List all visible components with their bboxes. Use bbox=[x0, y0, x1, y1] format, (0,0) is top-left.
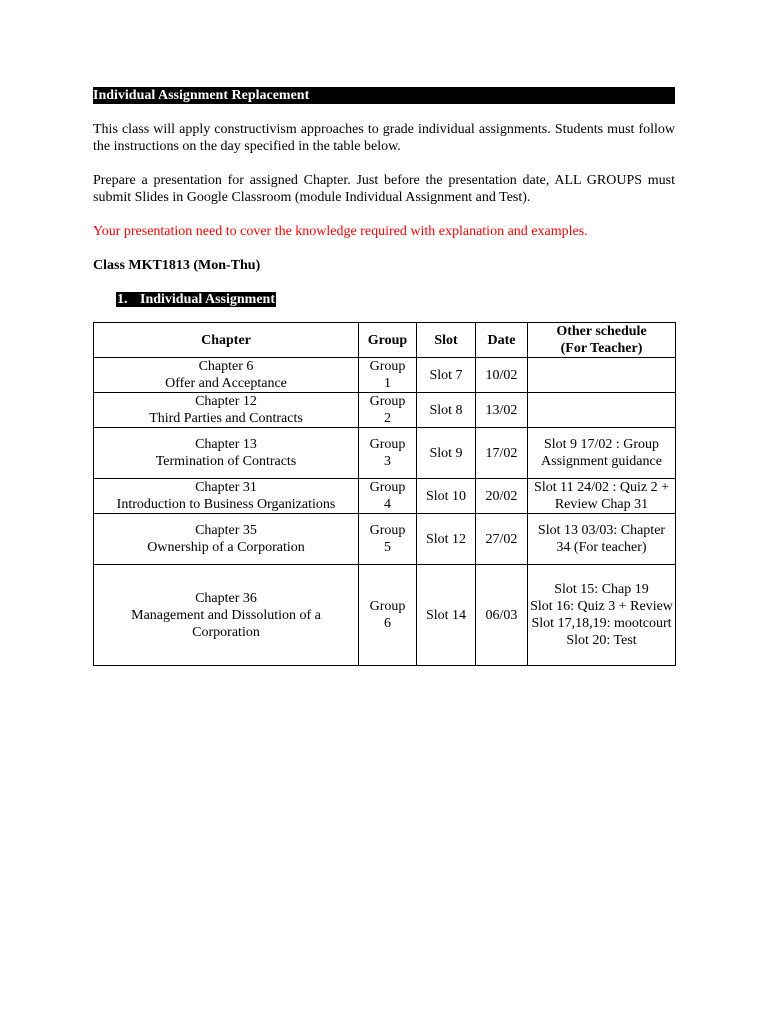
cell-date: 10/02 bbox=[476, 358, 528, 393]
cell-slot: Slot 14 bbox=[417, 565, 476, 666]
intro-paragraph: This class will apply constructivism approaches to grade individual assignments. Students must follow the instructions on the day specified in the table below. bbox=[93, 122, 675, 154]
group-label: Group bbox=[369, 359, 406, 374]
chapter-number: Chapter 36 bbox=[195, 590, 257, 606]
chapter-number: Chapter 6 bbox=[198, 359, 254, 374]
chapter-title: Management and Dissolution of a Corporation bbox=[131, 607, 321, 640]
cell-date: 20/02 bbox=[476, 479, 528, 514]
section-heading-highlight bbox=[116, 292, 276, 307]
cell-group bbox=[359, 393, 417, 428]
chapter-title: Third Parties and Contracts bbox=[149, 411, 303, 426]
cell-group bbox=[359, 565, 417, 666]
cell-chapter bbox=[94, 479, 359, 514]
cell-group bbox=[359, 479, 417, 514]
group-number: 3 bbox=[384, 454, 391, 469]
chapter-title: Ownership of a Corporation bbox=[147, 540, 305, 555]
cell-date: 13/02 bbox=[476, 393, 528, 428]
other-schedule-line: Slot 15: Chap 19 bbox=[554, 582, 649, 597]
cell-other: Slot 11 24/02 : Quiz 2 + Review Chap 31 bbox=[528, 479, 676, 514]
table-row bbox=[94, 428, 676, 479]
document-body bbox=[93, 87, 675, 308]
group-number: 4 bbox=[384, 497, 391, 512]
other-schedule-line: Slot 17,18,19: mootcourt bbox=[531, 616, 672, 631]
cell-date: 17/02 bbox=[476, 428, 528, 479]
section-number: 1. bbox=[117, 292, 128, 307]
chapter-title: Termination of Contracts bbox=[155, 454, 297, 469]
table-header-row bbox=[94, 323, 676, 358]
header-date: Date bbox=[476, 323, 528, 358]
cell-other bbox=[528, 358, 676, 393]
cell-date: 27/02 bbox=[476, 514, 528, 565]
cell-group bbox=[359, 428, 417, 479]
red-notice: Your presentation need to cover the knowledge required with explanation and examples. bbox=[93, 224, 588, 239]
table-row bbox=[94, 479, 676, 514]
cell-slot: Slot 8 bbox=[417, 393, 476, 428]
cell-group bbox=[359, 514, 417, 565]
group-label: Group bbox=[369, 437, 406, 452]
cell-other bbox=[528, 393, 676, 428]
cell-group bbox=[359, 358, 417, 393]
header-group: Group bbox=[359, 323, 417, 358]
chapter-title: Offer and Acceptance bbox=[165, 376, 287, 391]
cell-chapter bbox=[94, 393, 359, 428]
chapter-number: Chapter 13 bbox=[195, 437, 257, 452]
table-row bbox=[94, 393, 676, 428]
cell-chapter bbox=[94, 428, 359, 479]
cell-chapter bbox=[94, 358, 359, 393]
group-number: 6 bbox=[384, 616, 391, 631]
cell-chapter bbox=[94, 514, 359, 565]
group-number: 2 bbox=[384, 411, 391, 426]
group-number: 5 bbox=[384, 540, 391, 555]
chapter-number: Chapter 31 bbox=[195, 480, 257, 495]
section-heading bbox=[93, 291, 675, 308]
cell-slot: Slot 10 bbox=[417, 479, 476, 514]
table-row bbox=[94, 565, 676, 666]
cell-other bbox=[528, 565, 676, 666]
other-schedule-line: Slot 16: Quiz 3 + Review bbox=[530, 599, 673, 614]
group-label: Group bbox=[369, 394, 406, 409]
header-other-line2: (For Teacher) bbox=[560, 341, 643, 356]
document-title: Individual Assignment Replacement bbox=[93, 87, 675, 104]
cell-other: Slot 13 03/03: Chapter 34 (For teacher) bbox=[528, 514, 676, 565]
other-schedule-line: Slot 20: Test bbox=[566, 633, 637, 648]
chapter-title: Introduction to Business Organizations bbox=[116, 497, 336, 512]
header-other-line1: Other schedule bbox=[556, 324, 647, 339]
cell-slot: Slot 7 bbox=[417, 358, 476, 393]
cell-chapter bbox=[94, 565, 359, 666]
group-label: Group bbox=[369, 599, 406, 614]
class-heading: Class MKT1813 (Mon-Thu) bbox=[93, 258, 261, 273]
group-label: Group bbox=[369, 523, 406, 538]
presentation-paragraph: Prepare a presentation for assigned Chapter. Just before the presentation date, ALL GROUPS must submit Slides in Google Classroom (module Individual Assignment and Test). bbox=[93, 173, 675, 205]
cell-other: Slot 9 17/02 : Group Assignment guidance bbox=[528, 428, 676, 479]
cell-slot: Slot 12 bbox=[417, 514, 476, 565]
section-title: Individual Assignment bbox=[140, 292, 275, 307]
chapter-number: Chapter 35 bbox=[195, 523, 257, 538]
table-row bbox=[94, 514, 676, 565]
header-other-schedule bbox=[528, 323, 676, 358]
schedule-table bbox=[93, 322, 676, 666]
chapter-number: Chapter 12 bbox=[195, 394, 257, 409]
table-row bbox=[94, 358, 676, 393]
header-slot: Slot bbox=[417, 323, 476, 358]
cell-slot: Slot 9 bbox=[417, 428, 476, 479]
header-chapter: Chapter bbox=[94, 323, 359, 358]
cell-date: 06/03 bbox=[476, 565, 528, 666]
group-label: Group bbox=[369, 480, 406, 495]
group-number: 1 bbox=[384, 376, 391, 391]
